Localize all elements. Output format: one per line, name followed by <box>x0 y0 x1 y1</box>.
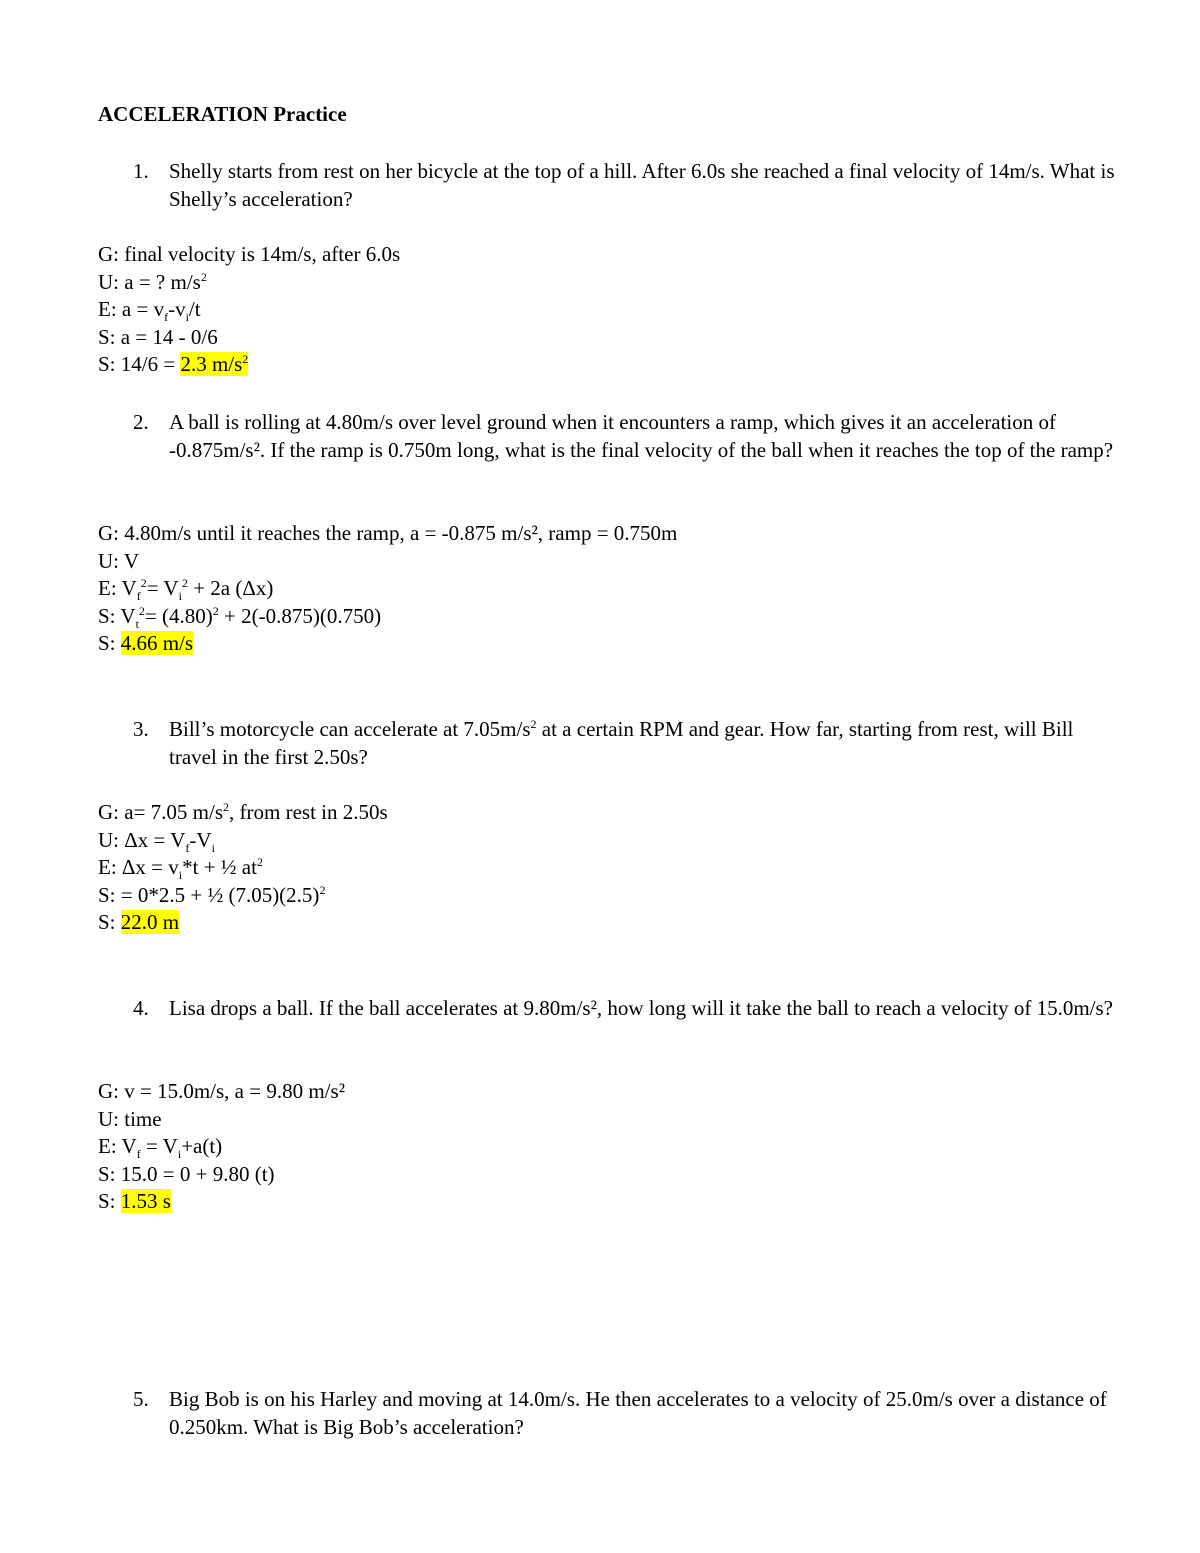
question-2 <box>133 408 1123 464</box>
page-title: ACCELERATION Practice <box>98 102 347 126</box>
solution-unknown: U: V <box>98 548 140 573</box>
answer-highlight: 2.3 $m/s^2$ <box>180 352 249 376</box>
solution-given: G: a= 7.05 $m/s^2$, from rest in 2.50s <box>98 800 388 824</box>
solution-substitute: S: = 0*2.5 + ½ $(7.05)(2.5)^2$ <box>98 882 326 907</box>
solution-unknown: U: time <box>98 1106 162 1131</box>
solution-equation: E: $a = v_f-v_i/t$ <box>98 297 201 325</box>
solution-substitute: S: a = 14 - 0/6 <box>98 324 218 349</box>
question-number: 2. <box>133 410 149 434</box>
answer-highlight: 1.53 s <box>120 1189 171 1213</box>
solution-answer: S: 1.53 s <box>98 1189 171 1213</box>
question-text: A ball is rolling at 4.80m/s over level ground when it encounters a ramp, which gives it an acceleration of -0.875m/s². If the ramp is 0.750m long, what is the final velocity of the ball when it reaches the top of the ramp? <box>169 410 1114 462</box>
solution-1 <box>98 241 400 379</box>
question-3 <box>133 715 1123 771</box>
solution-given: G: v = 15.0m/s, a = 9.80 m/s² <box>98 1079 345 1103</box>
answer-highlight: 4.66 m/s <box>120 631 194 655</box>
question-4 <box>133 994 1123 1022</box>
question-text: Lisa drops a ball. If the ball accelerates at 9.80m/s², how long will it take the ball to reach a velocity of 15.0m/s? <box>169 996 1114 1020</box>
solution-equation: E: $V_f^2= V_i^2 + 2a$ (Δx) <box>98 576 274 604</box>
question-1 <box>133 157 1123 213</box>
answer-highlight: 22.0 m <box>120 910 180 934</box>
question-5 <box>133 1385 1123 1441</box>
solution-given: G: final velocity is 14m/s, after 6.0s <box>98 242 401 266</box>
solution-equation: E: $V_f = V_i+a(t)$ <box>98 1134 223 1162</box>
question-text: Big Bob is on his Harley and moving at 14.0m/s. He then accelerates to a velocity of 25.0m/s over a distance of 0.250km. What is Big Bob’s acceleration? <box>169 1387 1107 1439</box>
solution-equation: E: $\Delta x = v_i*t$ + ½ $at^2$ <box>98 855 263 883</box>
solution-substitute: S: 15.0 = 0 + 9.80 (t) <box>98 1161 275 1186</box>
solution-given: G: 4.80m/s until it reaches the ramp, a = -0.875 m/s², ramp = 0.750m <box>98 521 678 545</box>
question-text: Shelly starts from rest on her bicycle at the top of a hill. After 6.0s she reached a final velocity of 14m/s. What is Shelly’s acceleration? <box>169 159 1115 211</box>
solution-answer: S: 22.0 m <box>98 910 180 934</box>
solution-3 <box>98 799 388 937</box>
question-number: 5. <box>133 1387 149 1411</box>
question-number: 3. <box>133 717 149 741</box>
question-text: Bill’s motorcycle can accelerate at $7.05m/s^2$ at a certain RPM and gear. How far, starting from rest, will Bill travel in the first 2.50s? <box>169 717 1074 769</box>
solution-2 <box>98 520 677 658</box>
solution-substitute: S: $V_t^2= (4.80)^2 + 2(-0.875)(0.750)$ <box>98 603 382 631</box>
solution-unknown: U: $\Delta x = V_f-V_i$ <box>98 827 215 855</box>
question-number: 1. <box>133 159 149 183</box>
solution-4 <box>98 1078 345 1216</box>
solution-unknown: U: a = ? $m/s^2$ <box>98 269 207 294</box>
solution-answer: S: 14/6 = 2.3 $m/s^2$ <box>98 352 249 376</box>
question-number: 4. <box>133 996 149 1020</box>
solution-answer: S: 4.66 m/s <box>98 631 194 655</box>
